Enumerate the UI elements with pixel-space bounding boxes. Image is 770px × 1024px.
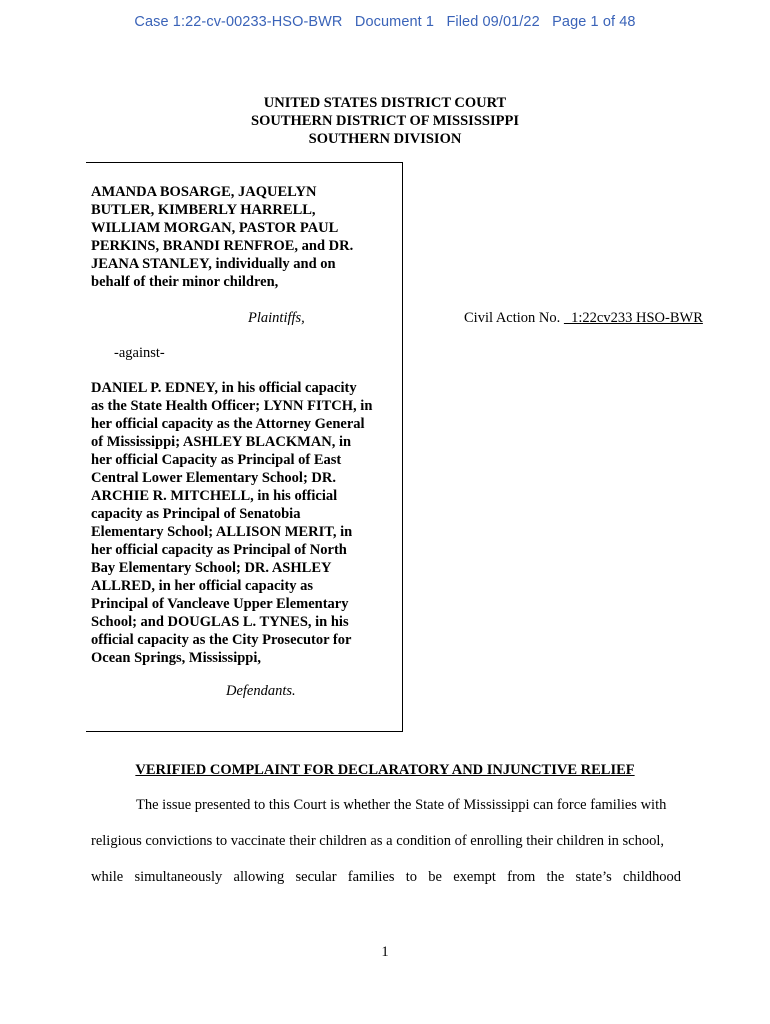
defendants-line: official capacity as the City Prosecutor for (91, 632, 352, 648)
civil-action-label: Civil Action No. (464, 310, 564, 326)
defendants-line: School; and DOUGLAS L. TYNES, in his (91, 614, 349, 630)
defendants-line: her official capacity as the Attorney General (91, 416, 365, 432)
plaintiffs-line: AMANDA BOSARGE, JAQUELYN (91, 184, 317, 200)
page-number: 1 (381, 944, 389, 960)
body-text-line: religious convictions to vaccinate their children as a condition of enrolling their children in school, (91, 833, 664, 849)
court-division: SOUTHERN DIVISION (308, 131, 462, 147)
plaintiffs-line: WILLIAM MORGAN, PASTOR PAUL (91, 220, 339, 236)
defendants-line: Ocean Springs, Mississippi, (91, 650, 262, 666)
body-text-line: while simultaneously allowing secular families to be exempt from the state’s childhood (91, 869, 681, 885)
plaintiffs-line: BUTLER, KIMBERLY HARRELL, (91, 202, 316, 218)
defendants-line: Elementary School; ALLISON MERIT, in (91, 524, 353, 540)
defendants-line: DANIEL P. EDNEY, in his official capacity (91, 380, 357, 396)
defendants-line: Principal of Vancleave Upper Elementary (91, 596, 349, 612)
plaintiffs-label: Plaintiffs, (248, 310, 305, 326)
defendants-line: Central Lower Elementary School; DR. (91, 470, 336, 486)
court-heading (0, 94, 770, 148)
defendants-line: ARCHIE R. MITCHELL, in his official (91, 488, 338, 504)
court-name: UNITED STATES DISTRICT COURT (263, 95, 507, 111)
plaintiffs-line: behalf of their minor children, (91, 274, 279, 290)
against-label: -against- (114, 345, 165, 361)
defendants-line: capacity as Principal of Senatobia (91, 506, 301, 522)
defendants-line: ALLRED, in her official capacity as (91, 578, 314, 594)
plaintiffs-line: JEANA STANLEY, individually and on (91, 256, 336, 272)
document-title: VERIFIED COMPLAINT FOR DECLARATORY AND INJUNCTIVE RELIEF (135, 762, 635, 778)
ecf-filing-header: Case 1:22-cv-00233-HSO-BWR Document 1 Filed 09/01/22 Page 1 of 48 (134, 14, 636, 30)
civil-action-number (464, 310, 703, 327)
defendants-block (91, 379, 395, 667)
defendants-line: her official capacity as Principal of North (91, 542, 347, 558)
civil-action-value: 1:22cv233 HSO-BWR (563, 310, 703, 326)
body-text-line: The issue presented to this Court is whether the State of Mississippi can force families with (136, 797, 667, 813)
plaintiffs-block (91, 183, 391, 291)
defendants-line: Bay Elementary School; DR. ASHLEY (91, 560, 332, 576)
defendants-line: her official Capacity as Principal of East (91, 452, 342, 468)
plaintiffs-line: PERKINS, BRANDI RENFROE, and DR. (91, 238, 354, 254)
court-district: SOUTHERN DISTRICT OF MISSISSIPPI (251, 113, 519, 129)
defendants-line: of Mississippi; ASHLEY BLACKMAN, in (91, 434, 352, 450)
defendants-line: as the State Health Officer; LYNN FITCH, in (91, 398, 373, 414)
defendants-label: Defendants. (226, 683, 296, 699)
